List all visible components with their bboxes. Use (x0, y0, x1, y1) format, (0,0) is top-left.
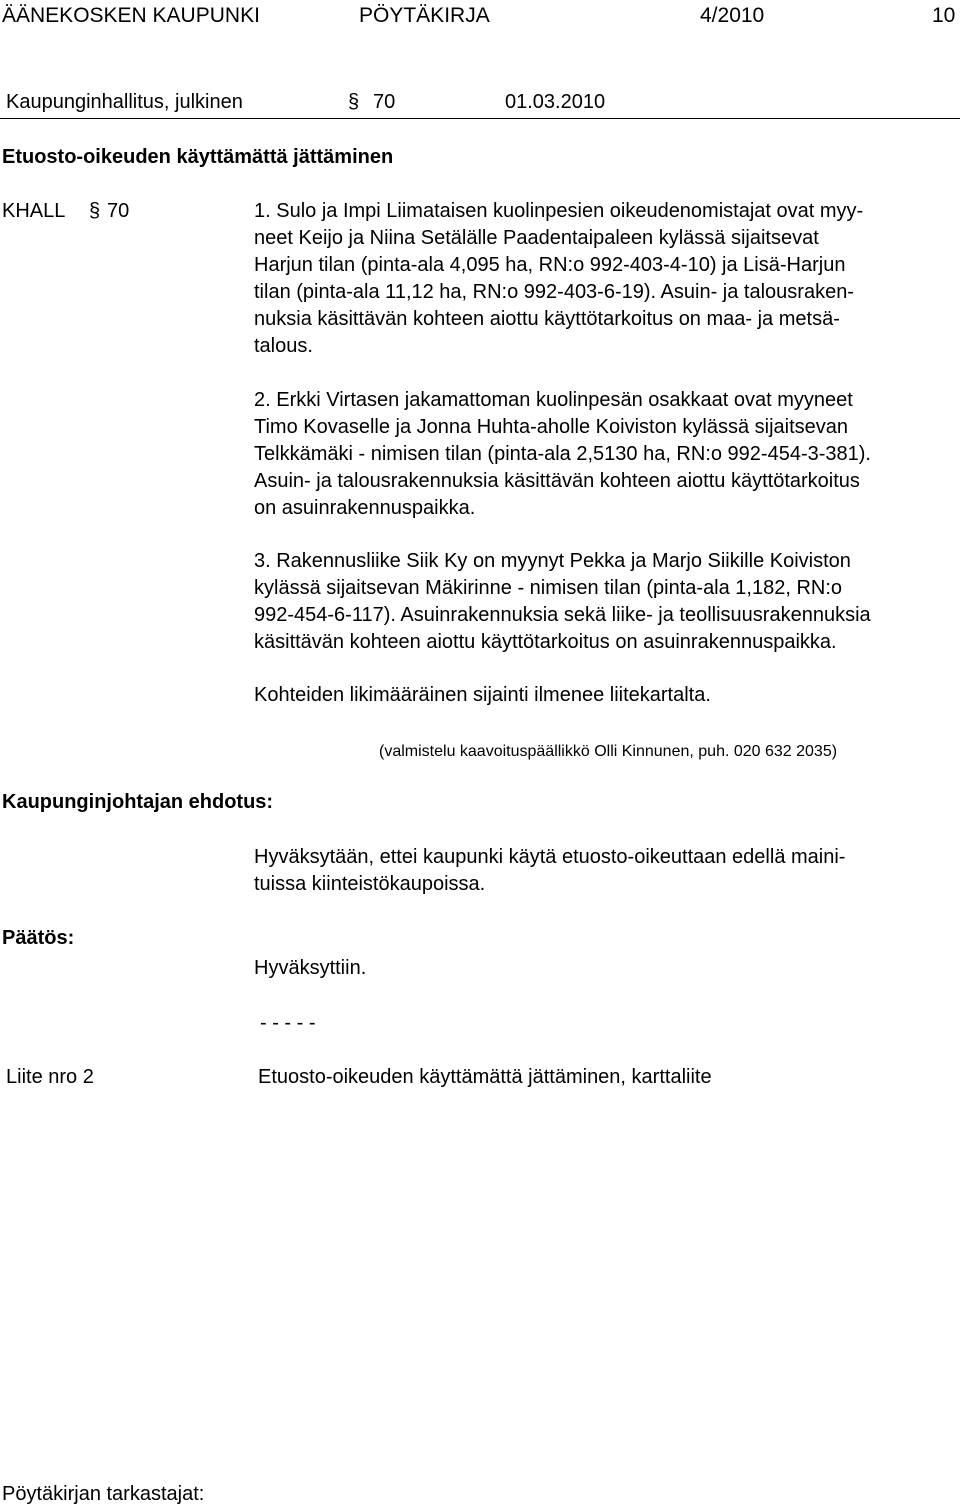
page-number: 10 (932, 4, 956, 27)
decision-label: Päätös: (2, 927, 75, 949)
attachment-label: Liite nro 2 (6, 1066, 94, 1088)
proposal-text (254, 844, 956, 898)
text-line: Harjun tilan (pinta-ala 4,095 ha, RN:o 992-403-4-10) ja Lisä-Harjun (254, 254, 846, 276)
text-line: Hyväksytään, ettei kaupunki käytä etuosto-oikeuttaan edellä maini- (254, 846, 846, 868)
list-item (254, 548, 956, 656)
body-column (254, 0, 956, 1509)
text-line: 1. Sulo ja Impi Liimataisen kuolinpesien oikeudenomistajat ovat myy- (254, 200, 864, 222)
reviewers-label: Pöytäkirjan tarkastajat: (2, 1483, 205, 1505)
text-line: 992-454-6-117). Asuinrakennuksia sekä liike- ja teollisuusrakennuksia (254, 604, 871, 626)
case-ref-symbol: § (89, 200, 101, 222)
document-type: PÖYTÄKIRJA (359, 4, 490, 27)
text-line: talous. (254, 335, 313, 357)
list-item (254, 387, 956, 522)
meeting-date: 01.03.2010 (505, 91, 606, 113)
text-line: Telkkämäki - nimisen tilan (pinta-ala 2,5130 ha, RN:o 992-454-3-381). (254, 443, 871, 465)
separator: - - - - - (260, 1012, 316, 1034)
preparer-note: (valmistelu kaavoituspäällikkö Olli Kinnunen, puh. 020 632 2035) (379, 743, 838, 760)
proposal-label: Kaupunginjohtajan ehdotus: (2, 791, 274, 813)
text-line: kylässä sijaitsevan Mäkirinne - nimisen tilan (pinta-ala 1,182, RN:o (254, 577, 843, 599)
text-line: neet Keijo ja Niina Setälälle Paadentaipaleen kylässä sijaitsevat (254, 227, 819, 249)
text-line: nuksia käsittävän kohteen aiottu käyttötarkoitus on maa- ja metsä- (254, 308, 840, 330)
case-ref-label: KHALL (2, 200, 66, 222)
meeting-body: Kaupunginhallitus, julkinen (6, 91, 243, 113)
case-ref-number: 70 (107, 200, 130, 222)
text-line: Asuin- ja talousrakennuksia käsittävän kohteen aiottu käyttötarkoitus (254, 470, 860, 492)
section-number: 70 (373, 91, 396, 113)
organization-name: ÄÄNEKOSKEN KAUPUNKI (2, 4, 260, 27)
location-note: Kohteiden likimääräinen sijainti ilmenee liitekartalta. (254, 684, 711, 706)
list-item (254, 198, 956, 360)
section-symbol: § (348, 91, 360, 113)
text-line: 2. Erkki Virtasen jakamattoman kuolinpesän osakkaat ovat myyneet (254, 389, 853, 411)
subject-title: Etuosto-oikeuden käyttämättä jättäminen (2, 146, 394, 168)
text-line: Timo Kovaselle ja Jonna Huhta-aholle Koiviston kylässä sijaitsevan (254, 416, 849, 438)
attachment-text: Etuosto-oikeuden käyttämättä jättäminen, karttaliite (258, 1066, 712, 1088)
text-line: 3. Rakennusliike Siik Ky on myynyt Pekka ja Marjo Siikille Koiviston (254, 550, 851, 572)
document-number: 4/2010 (700, 4, 765, 27)
text-line: käsittävän kohteen aiottu käyttötarkoitus on asuinrakennuspaikka. (254, 631, 837, 653)
text-line: tuissa kiinteistökaupoissa. (254, 873, 486, 895)
text-line: tilan (pinta-ala 11,12 ha, RN:o 992-403-6-19). Asuin- ja talousraken- (254, 281, 854, 303)
text-line: on asuinrakennuspaikka. (254, 497, 476, 519)
decision-text: Hyväksyttiin. (254, 957, 367, 979)
